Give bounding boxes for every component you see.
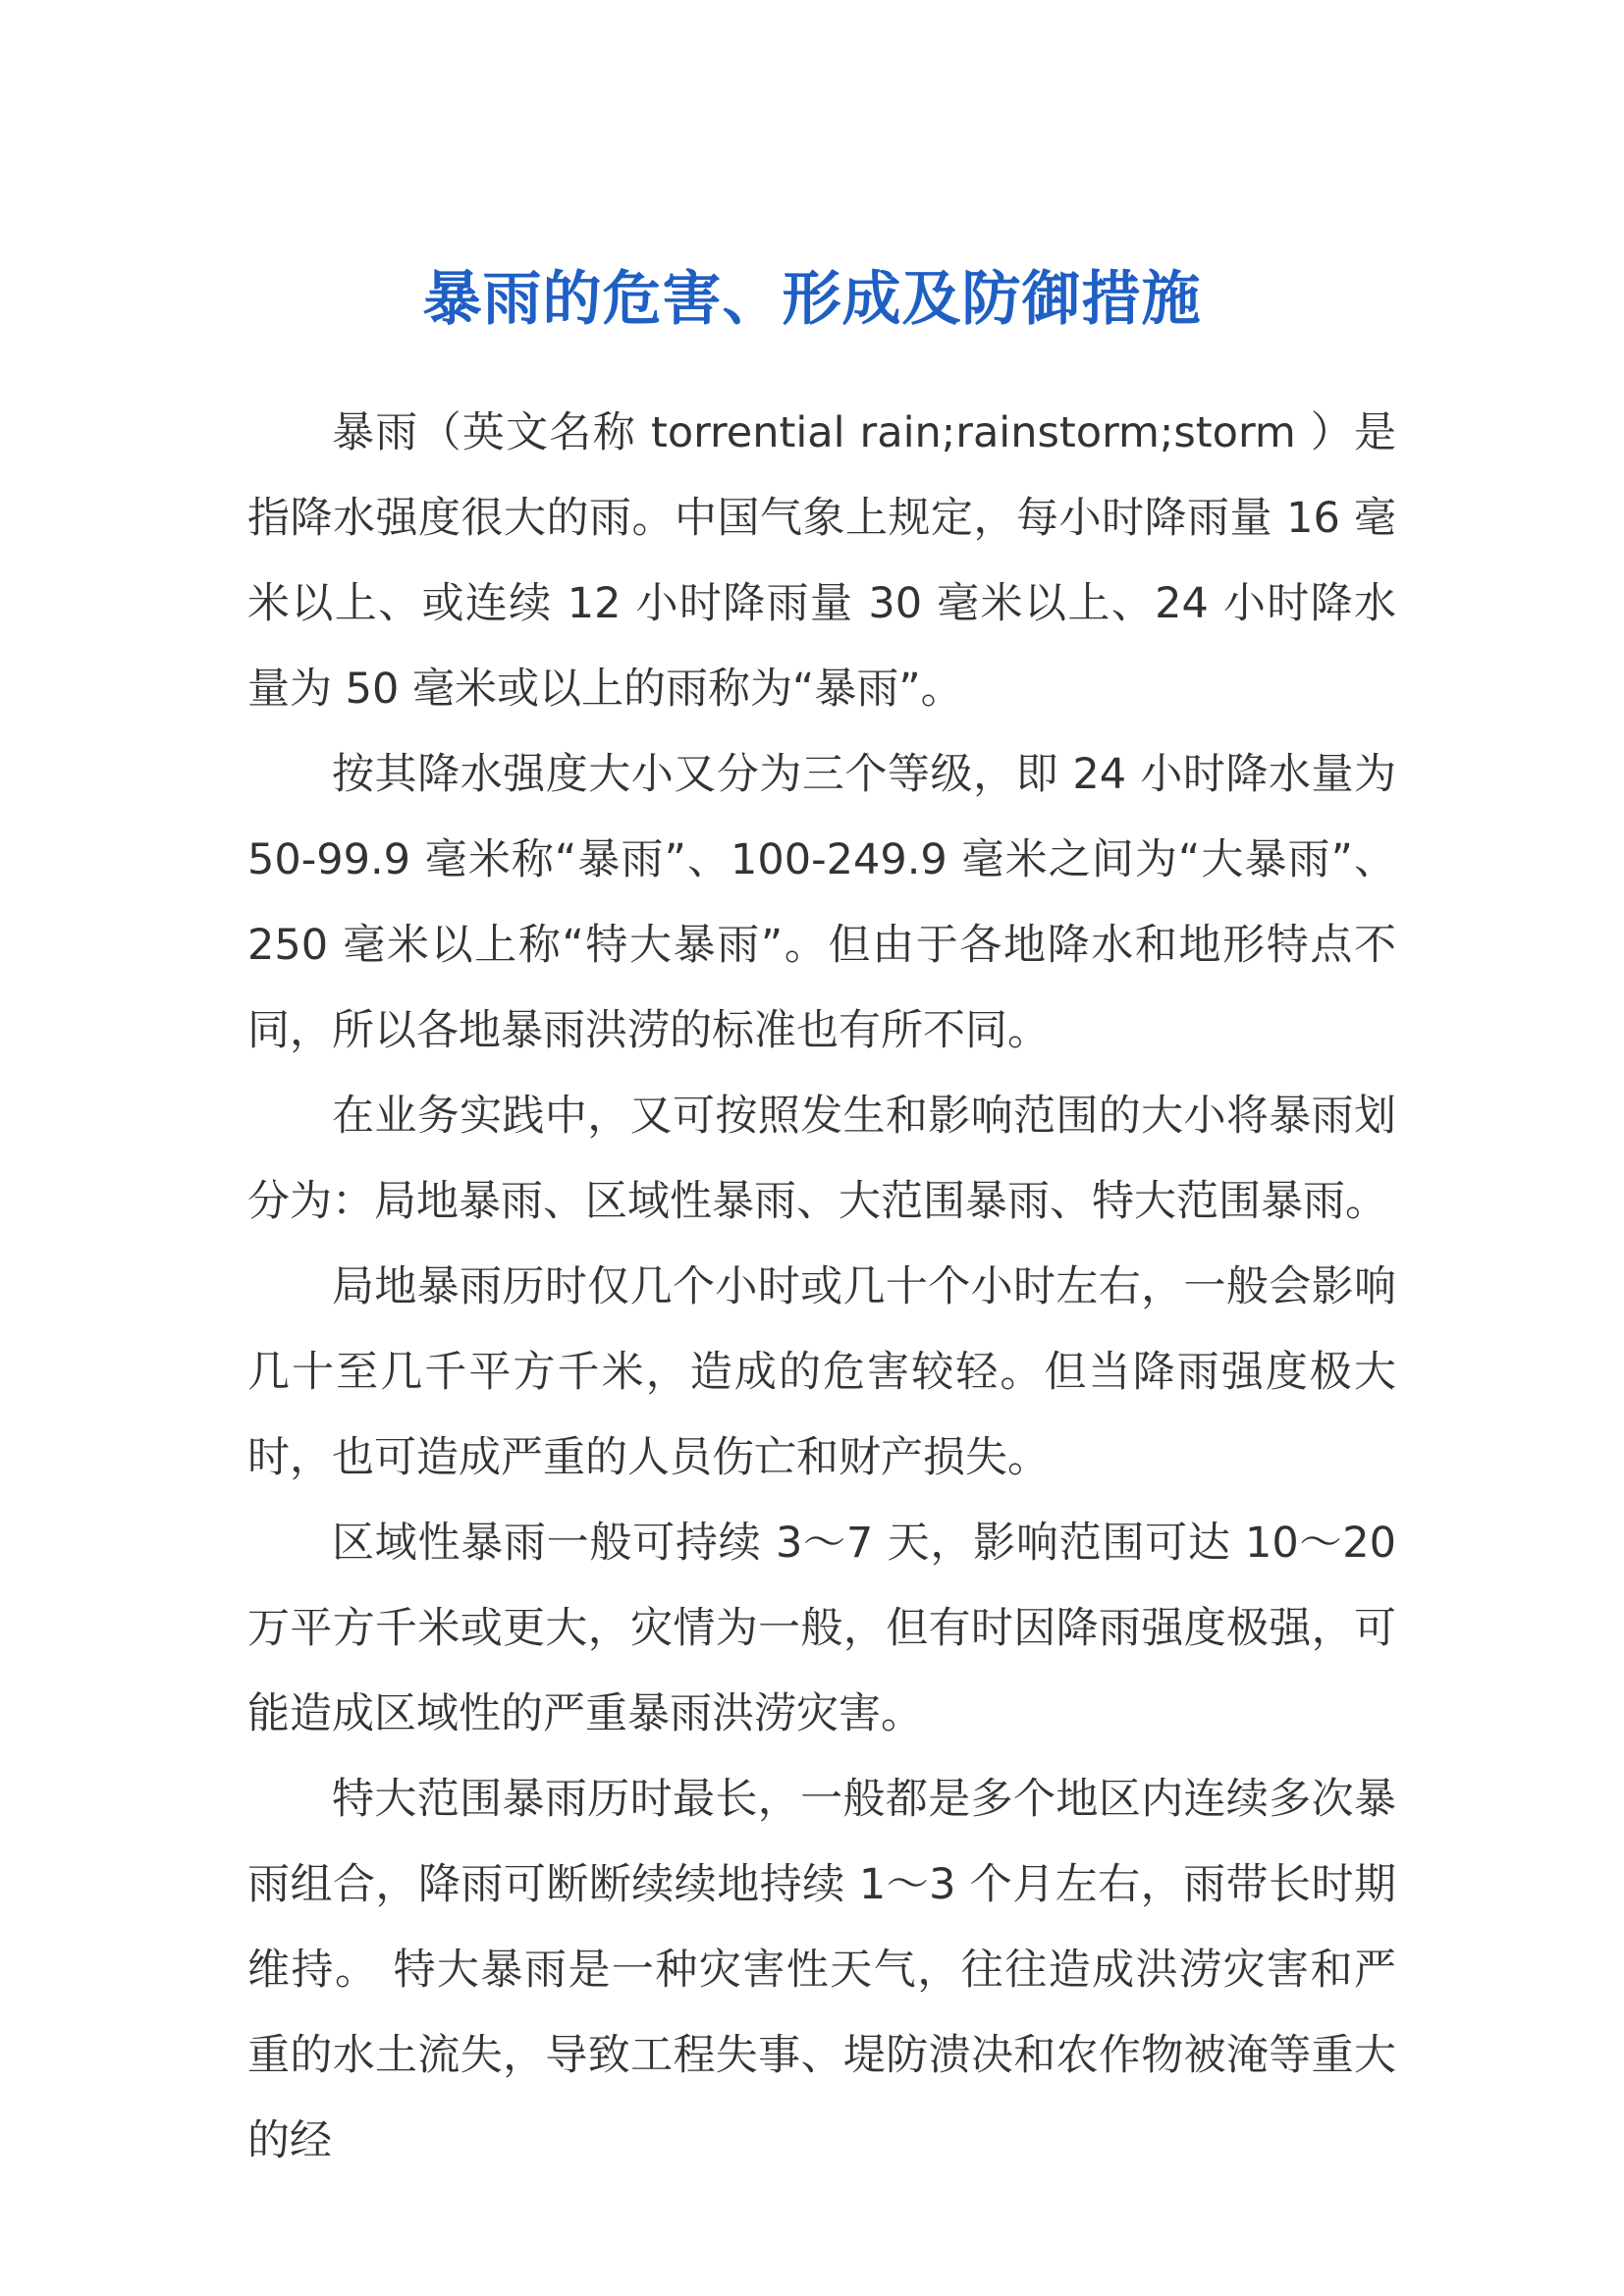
document-title: 暴雨的危害、形成及防御措施 xyxy=(422,265,1202,335)
paragraph: 特大范围暴雨历时最长，一般都是多个地区内连续多次暴雨组合，降雨可断断续续地持续 1～3 个月左右，雨带长时期维持。 特大暴雨是一种灾害性天气，往往造成洪涝灾害和严重的水土流失，导致工程失事、堤防溃决和农作物被淹等重大的经 xyxy=(247,1775,1396,2165)
paragraph: 在业务实践中，又可按照发生和影响范围的大小将暴雨划分为：局地暴雨、区域性暴雨、大范围暴雨、特大范围暴雨。 xyxy=(247,1092,1396,1226)
paragraph: 区域性暴雨一般可持续 3～7 天，影响范围可达 10～20 万平方千米或更大，灾情为一般，但有时因降雨强度极强，可能造成区域性的严重暴雨洪涝灾害。 xyxy=(247,1519,1396,1738)
document-body xyxy=(247,391,1396,2184)
paragraph: 按其降水强度大小又分为三个等级，即 24 小时降水量为 50-99.9 毫米称“暴雨”、100-249.9 毫米之间为“大暴雨”、250 毫米以上称“特大暴雨”。但由于各地降水和地形特点不同，所以各地暴雨洪涝的标准也有所不同。 xyxy=(247,750,1396,1055)
paragraph: 暴雨（英文名称 torrential rain;rainstorm;storm ）是指降水强度很大的雨。中国气象上规定，每小时降雨量 16 毫米以上、或连续 12 小时降雨量 30 毫米以上、24 小时降水量为 50 毫米或以上的雨称为“暴雨”。 xyxy=(247,408,1396,714)
paragraph: 局地暴雨历时仅几个小时或几十个小时左右，一般会影响几十至几千平方千米，造成的危害较轻。但当降雨强度极大时，也可造成严重的人员伤亡和财产损失。 xyxy=(247,1262,1396,1482)
